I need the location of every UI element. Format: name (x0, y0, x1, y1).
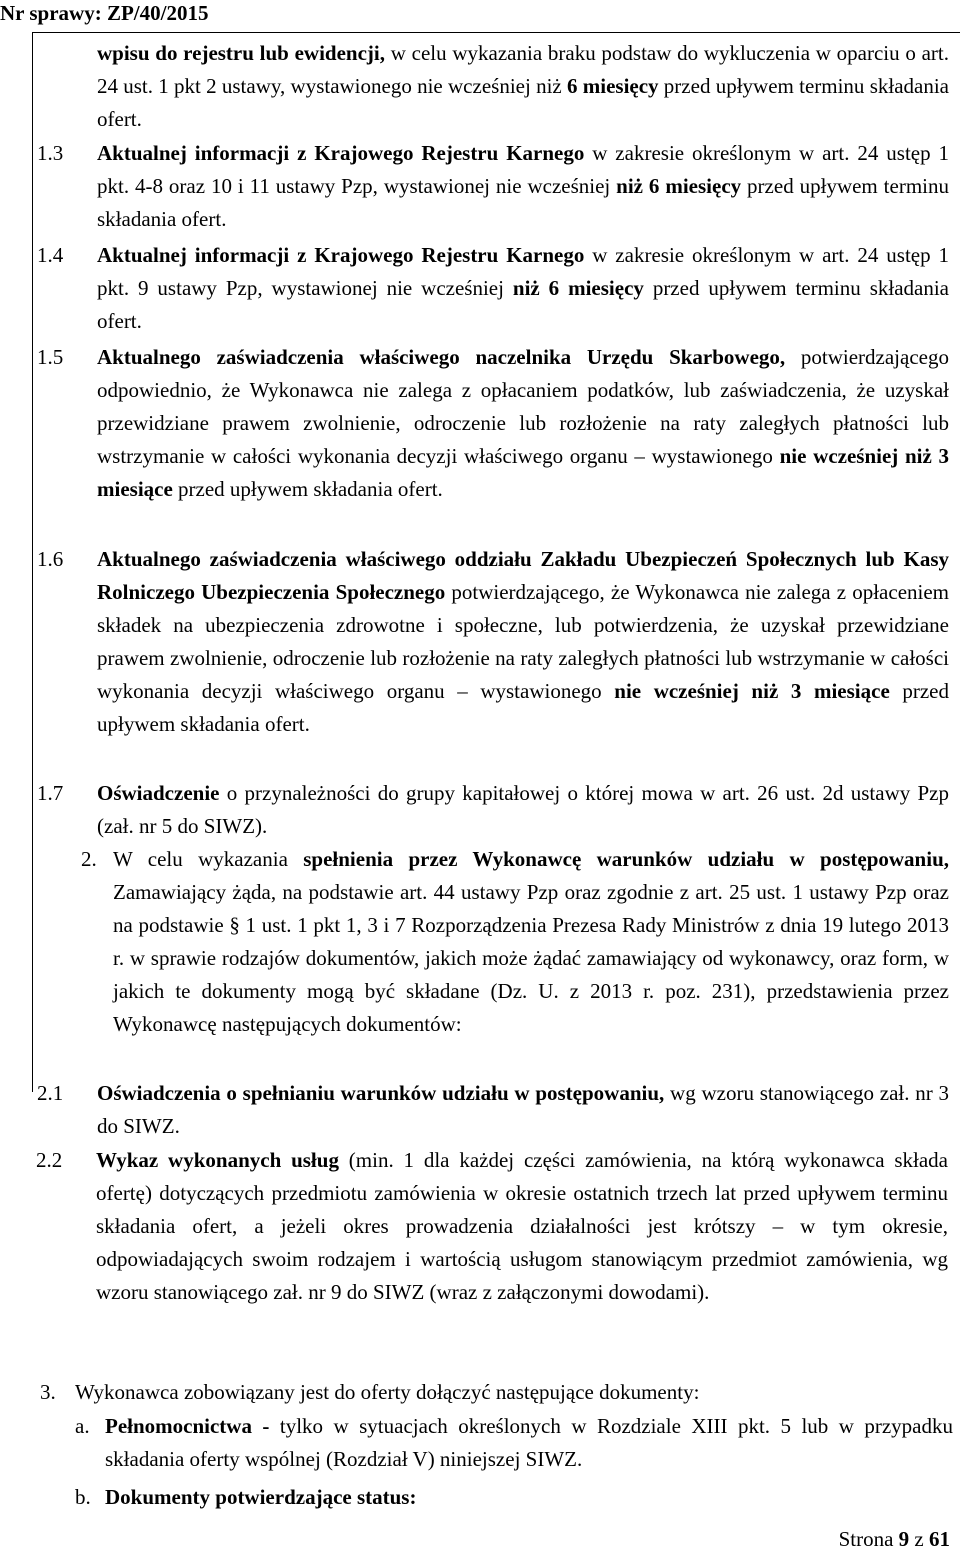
text-segment: w celu wykazania braku podstaw do wykluczenia w oparciu o art. 24 ust. 1 pkt 2 ustawy, wystawionego nie wcześniej niż (97, 41, 949, 98)
section-3a-number: a. (75, 1414, 90, 1438)
bold-text-segment: 6 miesięcy (566, 74, 659, 98)
item-number: 1.5 (37, 345, 64, 369)
bold-text-segment: spełnienia przez Wykonawcę warunków udziału w postępowaniu, (303, 847, 949, 871)
item-number: 2. (81, 847, 97, 871)
section-3b-number: b. (75, 1485, 91, 1509)
item-number: 1.3 (37, 141, 64, 165)
text-segment: przed upływem terminu składania ofert. (97, 276, 949, 333)
bold-text-segment: wpisu do rejestru lub ewidencji, (97, 41, 385, 65)
page-number: 9 (898, 1527, 910, 1551)
text-segment: przed upływem terminu składania ofert. (97, 174, 949, 231)
text-segment: Zamawiający żąda, na podstawie art. 44 ustawy Pzp oraz zgodnie z art. 25 ust. 1 ustawy Pzp oraz na podstawie § 1 ust. 1 pkt 1, 3 i 7 Rozporządzenia Prezesa Rady Ministrów z dnia 19 lutego 2013 r. w sprawie rodzajów dokumentów, jakich może żądać zamawiający od wykonawcy, oraz form, w jakich te dokumenty mogą być składane (Dz. U. z 2013 r. poz. 231), przedstawienia przez Wykonawcę następujących dokumentów: (113, 880, 949, 1036)
text-segment: potwierdzającego, że Wykonawca nie zalega z opłaceniem składek na ubezpieczenia zdrowotne i społeczne, lub potwierdzenia, że uzyskał przewidziane prawem zwolnienie, odroczenie lub rozłożenie na raty zaległych płatności lub wstrzymanie w całości wykonania decyzji właściwego organu – wystawionego (97, 580, 949, 703)
section-3-number: 3. (40, 1380, 56, 1404)
bold-text-segment: nie wcześniej niż 3 miesiące (97, 444, 949, 501)
bold-text-segment: nie wcześniej niż 3 miesiące (614, 679, 890, 703)
bold-text-segment: Dokumenty potwierdzające status: (105, 1485, 417, 1509)
text-segment: przed upływem składania ofert. (172, 477, 443, 501)
page-total: 61 (929, 1527, 950, 1551)
text-segment: potwierdzającego odpowiednio, że Wykonawca nie zalega z opłacaniem podatków, lub zaświadczenia, że uzyskał przewidziane prawem zwolnienie, odroczenie lub rozłożenie na raty zaległych płatności lub wstrzymanie w całości wykonania decyzji właściwego organu – wystawionego (97, 345, 949, 468)
item-number: 2.2 (36, 1148, 63, 1172)
text-segment: w zakresie określonym w art. 24 ustęp 1 pkt. 4-8 oraz 10 i 11 ustawy Pzp, wystawionej nie wcześniej (97, 141, 949, 198)
footer-prefix: Strona (838, 1527, 899, 1551)
bold-text-segment: Aktualnego zaświadczenia właściwego naczelnika Urzędu Skarbowego, (97, 345, 786, 369)
bold-text-segment: niż 6 miesięcy (616, 174, 742, 198)
item-text (97, 137, 949, 236)
text-segment: przed upływem terminu składania ofert. (97, 74, 949, 131)
text-segment: W celu wykazania (113, 847, 304, 871)
page-footer (839, 1524, 950, 1554)
item-text (97, 239, 949, 338)
bold-text-segment: Wykaz wykonanych usług (96, 1148, 339, 1172)
text-segment: wg wzoru stanowiącego zał. nr 3 do SIWZ. (97, 1081, 949, 1138)
case-number-header: Nr sprawy: ZP/40/2015 (0, 1, 209, 25)
item-number: 1.4 (37, 243, 64, 267)
bold-text-segment: Aktualnego zaświadczenia właściwego oddziału Zakładu Ubezpieczeń Społecznych lub Kasy Rolniczego Ubezpieczenia Społecznego (97, 547, 949, 604)
bold-text-segment: Oświadczenia o spełnianiu warunków udziału w postępowaniu, (97, 1081, 665, 1105)
item-text (97, 1077, 949, 1143)
text-segment: (min. 1 dla każdej części zamówienia, na którą wykonawca składa ofertę) dotyczących przedmiotu zamówienia w okresie ostatnich trzech lat przed upływem terminu składania ofert, a jeżeli okres prowadzenia działalności jest krótszy – w tym okresie, odpowiadających swoim rodzajem i wartością usługom stanowiącym przedmiot zamówienia, wg wzoru stanowiącego zał. nr 9 do SIWZ (wraz z załączonymi dowodami). (96, 1148, 948, 1304)
item-number: 2.1 (37, 1081, 64, 1105)
item-text (97, 37, 949, 136)
text-segment: o przynależności do grupy kapitałowej o której mowa w art. 26 ust. 2d ustawy Pzp (zał. nr 5 do SIWZ). (97, 781, 949, 838)
item-text (96, 1144, 948, 1309)
item-text (97, 777, 949, 843)
item-number: 1.7 (37, 781, 64, 805)
item-text (97, 543, 949, 741)
bold-text-segment: Aktualnej informacji z Krajowego Rejestru Karnego (97, 243, 585, 267)
section-3a-text (105, 1410, 953, 1476)
document-table (32, 32, 960, 1138)
text-segment: przed upływem składania ofert. (97, 679, 950, 736)
bold-text-segment: niż 6 miesięcy (512, 276, 644, 300)
item-text (113, 843, 949, 1041)
text-segment: tylko w sytuacjach określonych w Rozdziale XIII pkt. 5 lub w przypadku składania oferty wspólnej (Rozdział V) niniejszej SIWZ. (105, 1414, 954, 1471)
footer-separator: z (909, 1527, 929, 1551)
item-text (97, 341, 949, 506)
item-number: 1.6 (37, 547, 64, 571)
section-3-text: Wykonawca zobowiązany jest do oferty dołączyć następujące dokumenty: (75, 1380, 700, 1404)
bold-text-segment: Oświadczenie (97, 781, 220, 805)
bold-text-segment: Pełnomocnictwa - (105, 1414, 280, 1438)
bold-text-segment: Aktualnej informacji z Krajowego Rejestru Karnego (97, 141, 585, 165)
text-segment: w zakresie określonym w art. 24 ustęp 1 pkt. 9 ustawy Pzp, wystawionej nie wcześniej (97, 243, 949, 300)
section-3b-text (105, 1481, 416, 1514)
